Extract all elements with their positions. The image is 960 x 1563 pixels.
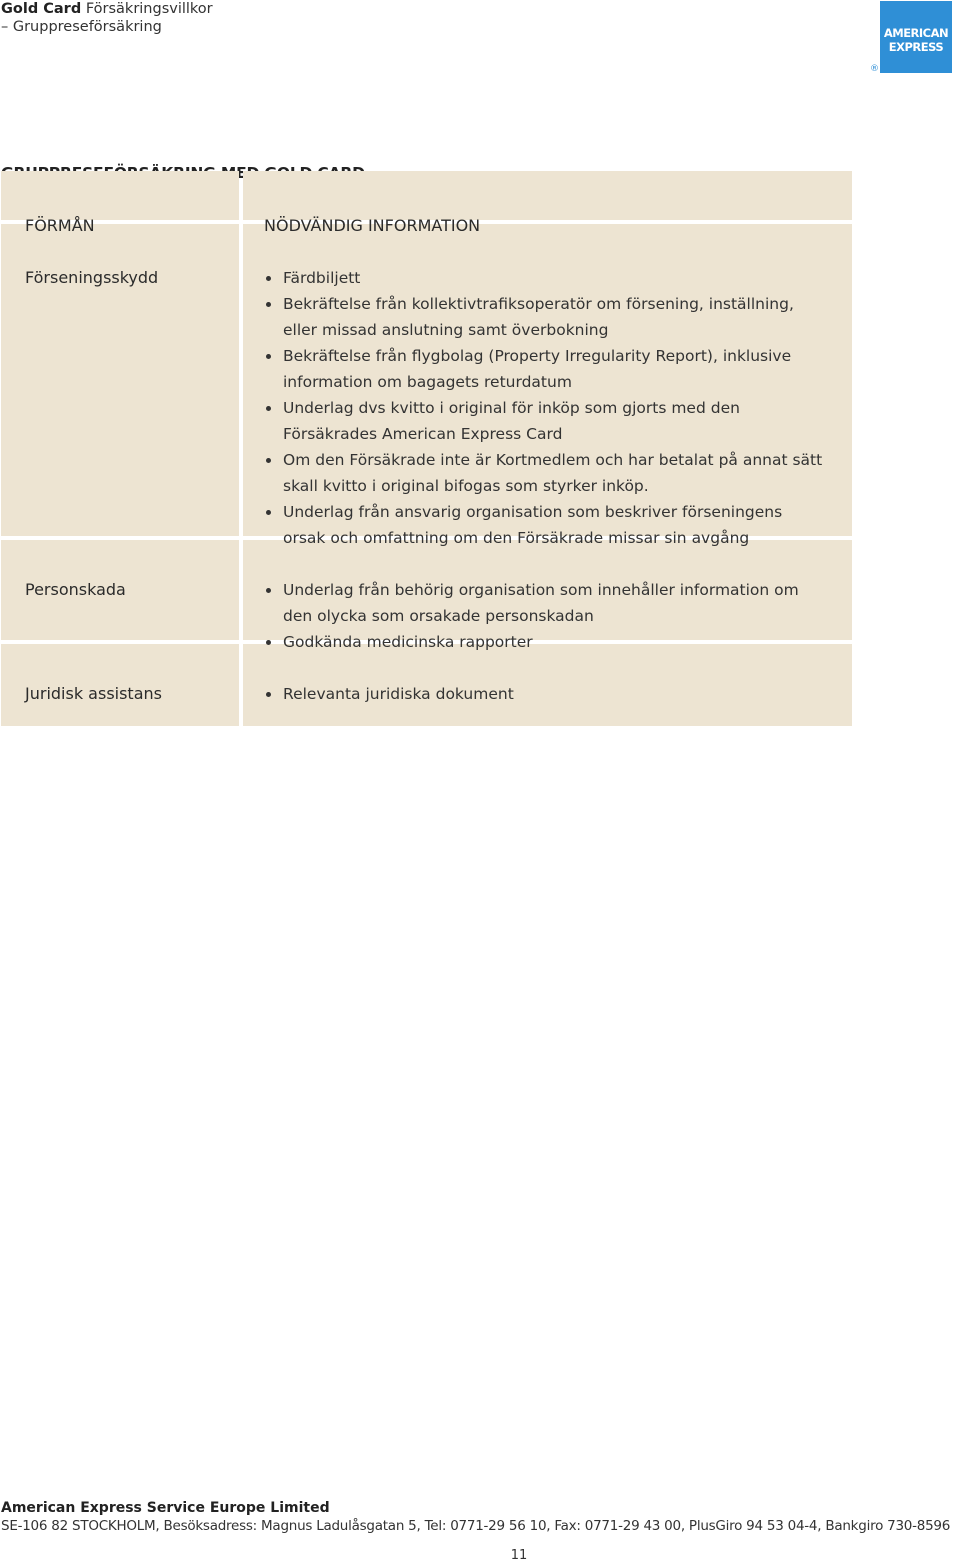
document-header [1, 0, 213, 36]
column-header-required-info: NÖDVÄNDIG INFORMATION [264, 216, 481, 235]
page-number: 11 [510, 1548, 528, 1563]
list-item: Underlag dvs kvitto i original för inköp som gjorts med den Försäkrades American Express Card [264, 395, 824, 447]
document-title: Försäkringsvillkor [85, 1, 213, 17]
required-info-list-legal [264, 681, 824, 707]
registered-mark: ® [870, 64, 879, 74]
section-title: MED [220, 164, 260, 182]
required-info-list-injury [264, 577, 824, 655]
list-item: Relevanta juridiska dokument [264, 681, 824, 707]
header-title-line [1, 0, 213, 18]
required-info-list-delay [264, 265, 824, 551]
list-item: Godkända medicinska rapporter [264, 629, 824, 655]
product-name: Gold Card [1, 1, 82, 17]
benefit-delay-protection: Förseningsskydd [25, 268, 159, 287]
benefits-table [1, 171, 852, 726]
list-item: Underlag från behörig organisation som innehåller information om den olycka som orsakade personskadan [264, 577, 824, 629]
american-express-logo [880, 1, 952, 73]
footer-company-name: American Express Service Europe Limited [1, 1500, 330, 1516]
benefit-personal-injury: Personskada [25, 580, 126, 599]
list-item: Underlag från ansvarig organisation som beskriver förseningens orsak och omfattning om den Försäkrade missar sin avgång [264, 499, 824, 551]
document-subtitle: – Gruppreseförsäkring [1, 19, 162, 35]
benefit-legal-assistance: Juridisk assistans [25, 684, 162, 703]
list-item: Om den Försäkrade inte är Kortmedlem och har betalat på annat sätt skall kvitto i original bifogas som styrker inköp. [264, 447, 824, 499]
list-item: Bekräftelse från kollektivtrafiksoperatör om försening, inställning, eller missad anslutning samt överbokning [264, 291, 824, 343]
list-item: Bekräftelse från flygbolag (Property Irregularity Report), inklusive information om bagagets returdatum [264, 343, 824, 395]
footer-address: SE-106 82 STOCKHOLM, Besöksadress: Magnus Ladulåsgatan 5, Tel: 0771-29 56 10, Fax: 0771-29 43 00, PlusGiro 94 53 04-4, Bankgiro 730-8596 [1, 1518, 951, 1534]
list-item: Färdbiljett [264, 265, 824, 291]
logo-line-1: AMERICAN [883, 26, 949, 40]
column-header-benefit: FÖRMÅN [25, 216, 95, 235]
logo-line-2: EXPRESS [888, 40, 944, 54]
